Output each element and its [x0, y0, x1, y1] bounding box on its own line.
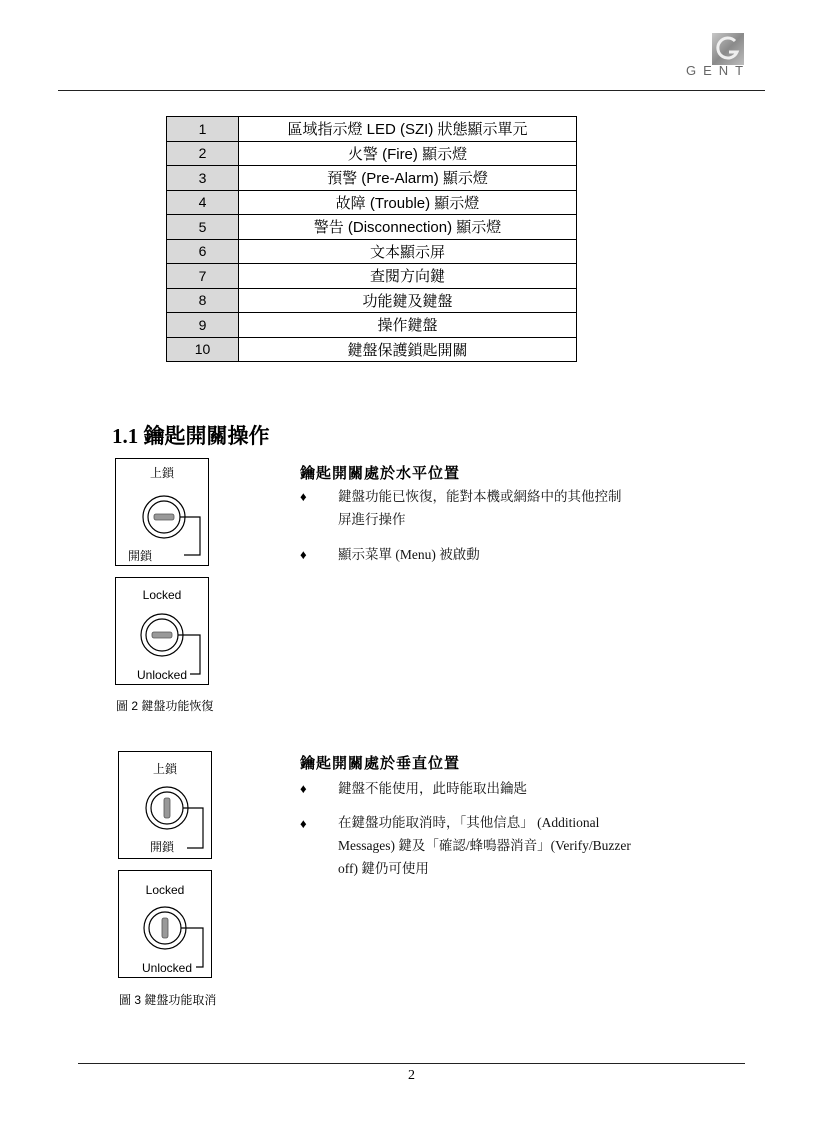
block2-item1: 鍵盤不能使用，此時能取出鑰匙 — [338, 781, 527, 796]
section-title: 1.1 鑰匙開關操作 — [112, 424, 270, 448]
item-number: 2 — [167, 141, 239, 166]
footer-rule — [78, 1063, 745, 1064]
item-description: 鍵盤保護鎖匙開關 — [239, 337, 577, 362]
item-description: 警告 (Disconnection) 顯示燈 — [239, 215, 577, 240]
figure-2-caption: 圖 2 鍵盤功能恢復 — [116, 699, 214, 713]
item-number: 3 — [167, 166, 239, 191]
item-number: 8 — [167, 288, 239, 313]
item-description: 區域指示燈 LED (SZI) 狀態顯示單元 — [239, 117, 577, 142]
item-number: 9 — [167, 313, 239, 338]
component-table — [166, 116, 577, 362]
item-number: 6 — [167, 239, 239, 264]
item-number: 10 — [167, 337, 239, 362]
block1-item1 — [338, 485, 694, 531]
figure-3-caption: 圖 3 鍵盤功能取消 — [119, 993, 217, 1007]
lock-figure-zh-horizontal — [115, 458, 209, 566]
bullet-icon: ♦ — [300, 489, 307, 504]
lock-label-bottom: Unlocked — [137, 668, 188, 682]
item-description: 文本顯示屏 — [239, 239, 577, 264]
block1-title: 鑰匙開關處於水平位置 — [300, 466, 461, 482]
table-row — [167, 141, 577, 166]
lock-figure-en-horizontal — [115, 577, 209, 685]
block2-item2-line2: Messages) 鍵及「確認/蜂鳴器消音」(Verify/Buzzer — [338, 838, 631, 853]
lock-figure-zh-vertical — [118, 751, 212, 859]
table-row — [167, 313, 577, 338]
block2-title: 鑰匙開關處於垂直位置 — [300, 756, 461, 772]
table-row — [167, 215, 577, 240]
lock-label-bottom: 開鎖 — [128, 549, 153, 563]
lock-label-top: 上鎖 — [149, 466, 174, 480]
table-row — [167, 117, 577, 142]
lock-label-bottom: 開鎖 — [150, 840, 175, 854]
table-row — [167, 239, 577, 264]
item-description: 查閱方向鍵 — [239, 264, 577, 289]
lock-label-top: Locked — [145, 883, 185, 897]
bullet-icon: ♦ — [300, 781, 307, 796]
table-row — [167, 264, 577, 289]
item-description: 功能鍵及鍵盤 — [239, 288, 577, 313]
item-description: 預警 (Pre-Alarm) 顯示燈 — [239, 166, 577, 191]
bullet-icon: ♦ — [300, 816, 307, 831]
header-rule — [58, 90, 765, 91]
block1-item1-line2: 屏進行操作 — [338, 512, 406, 527]
block2-item2-line1: 在鍵盤功能取消時，「其他信息」 (Additional — [338, 815, 600, 830]
item-number: 4 — [167, 190, 239, 215]
block1-item2: 顯示菜單 (Menu) 被啟動 — [338, 547, 480, 562]
gent-logo-icon — [711, 32, 745, 66]
item-description: 故障 (Trouble) 顯示燈 — [239, 190, 577, 215]
item-number: 1 — [167, 117, 239, 142]
item-description: 操作鍵盤 — [239, 313, 577, 338]
block1-item1-line1: 鍵盤功能已恢復，能對本機或網絡中的其他控制 — [338, 489, 622, 504]
gent-logo-text: GENT — [686, 63, 751, 78]
lock-figure-en-vertical — [118, 870, 212, 978]
bullet-icon: ♦ — [300, 547, 307, 562]
item-description: 火警 (Fire) 顯示燈 — [239, 141, 577, 166]
table-row — [167, 288, 577, 313]
table-row — [167, 190, 577, 215]
table-row — [167, 166, 577, 191]
item-number: 7 — [167, 264, 239, 289]
table-row — [167, 337, 577, 362]
item-number: 5 — [167, 215, 239, 240]
page-number: 2 — [408, 1068, 415, 1083]
block2-item2 — [338, 811, 694, 880]
lock-label-top: Locked — [142, 588, 182, 602]
lock-label-bottom: Unlocked — [142, 961, 193, 975]
block2-item2-line3: off) 鍵仍可使用 — [338, 861, 429, 876]
lock-label-top: 上鎖 — [152, 762, 177, 776]
